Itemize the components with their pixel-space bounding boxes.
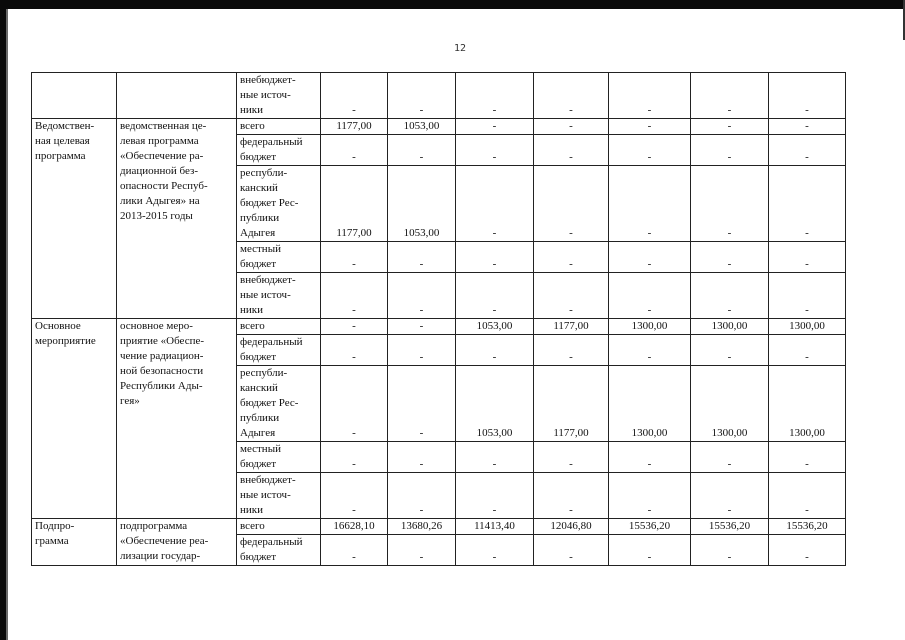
amount-cell: - bbox=[388, 535, 456, 566]
amount-cell: - bbox=[321, 535, 388, 566]
amount-cell: - bbox=[769, 473, 846, 519]
amount-cell: - bbox=[456, 119, 534, 135]
amount-cell: - bbox=[534, 273, 609, 319]
amount-cell: - bbox=[691, 135, 769, 166]
amount-cell: 15536,20 bbox=[609, 519, 691, 535]
amount-cell: - bbox=[388, 473, 456, 519]
scan-border-left-inner bbox=[6, 9, 8, 640]
amount-cell: - bbox=[534, 166, 609, 242]
amount-cell: 1177,00 bbox=[321, 119, 388, 135]
funding-source-cell: внебюджет- ные источ- ники bbox=[237, 473, 321, 519]
group-name-cell: ведомственная це- левая программа «Обеспечение ра- диационной без- опасности Респуб- лики Адыгея» на 2013-2015 годы bbox=[117, 119, 237, 319]
amount-cell: - bbox=[321, 335, 388, 366]
funding-source-cell: всего bbox=[237, 319, 321, 335]
amount-cell: 1300,00 bbox=[769, 319, 846, 335]
amount-cell: - bbox=[321, 319, 388, 335]
funding-source-cell: федеральный бюджет bbox=[237, 335, 321, 366]
amount-cell: 1300,00 bbox=[691, 319, 769, 335]
amount-cell: - bbox=[609, 535, 691, 566]
amount-cell: 15536,20 bbox=[769, 519, 846, 535]
amount-cell: - bbox=[769, 166, 846, 242]
amount-cell: - bbox=[456, 473, 534, 519]
amount-cell: - bbox=[609, 335, 691, 366]
funding-source-cell: внебюджет- ные источ- ники bbox=[237, 273, 321, 319]
amount-cell: - bbox=[534, 135, 609, 166]
amount-cell: - bbox=[691, 273, 769, 319]
amount-cell: 1300,00 bbox=[609, 366, 691, 442]
funding-source-cell: федеральный бюджет bbox=[237, 535, 321, 566]
amount-cell: 1177,00 bbox=[534, 319, 609, 335]
amount-cell: - bbox=[456, 535, 534, 566]
amount-cell: - bbox=[691, 442, 769, 473]
amount-cell: - bbox=[769, 242, 846, 273]
amount-cell: - bbox=[388, 442, 456, 473]
group-type-cell bbox=[32, 73, 117, 119]
amount-cell: - bbox=[691, 166, 769, 242]
table-row bbox=[32, 319, 846, 335]
funding-source-cell: федеральный бюджет bbox=[237, 135, 321, 166]
amount-cell: - bbox=[321, 273, 388, 319]
amount-cell: 16628,10 bbox=[321, 519, 388, 535]
group-name-cell: основное меро- приятие «Обеспе- чение радиацион- ной безопасности Республики Ады- гея» bbox=[117, 319, 237, 519]
amount-cell: - bbox=[456, 242, 534, 273]
table-row bbox=[32, 73, 846, 119]
amount-cell: 1300,00 bbox=[691, 366, 769, 442]
amount-cell: - bbox=[321, 135, 388, 166]
amount-cell: 1053,00 bbox=[456, 366, 534, 442]
amount-cell: - bbox=[388, 319, 456, 335]
amount-cell: - bbox=[769, 442, 846, 473]
budget-table bbox=[31, 72, 846, 566]
amount-cell: - bbox=[321, 73, 388, 119]
amount-cell: - bbox=[769, 535, 846, 566]
amount-cell: - bbox=[388, 335, 456, 366]
amount-cell: - bbox=[769, 335, 846, 366]
amount-cell: - bbox=[388, 242, 456, 273]
amount-cell: - bbox=[388, 366, 456, 442]
amount-cell: - bbox=[388, 273, 456, 319]
amount-cell: - bbox=[456, 335, 534, 366]
table-row bbox=[32, 119, 846, 135]
amount-cell: 1053,00 bbox=[456, 319, 534, 335]
amount-cell: - bbox=[321, 366, 388, 442]
scan-border-top bbox=[0, 0, 905, 9]
funding-source-cell: республи- канский бюджет Рес- публики Адыгея bbox=[237, 166, 321, 242]
amount-cell: 1177,00 bbox=[321, 166, 388, 242]
amount-cell: 1300,00 bbox=[769, 366, 846, 442]
amount-cell: 1300,00 bbox=[609, 319, 691, 335]
funding-source-cell: внебюджет- ные источ- ники bbox=[237, 73, 321, 119]
funding-source-cell: всего bbox=[237, 519, 321, 535]
amount-cell: - bbox=[609, 73, 691, 119]
amount-cell: - bbox=[609, 273, 691, 319]
amount-cell: - bbox=[321, 442, 388, 473]
funding-source-cell: местный бюджет bbox=[237, 442, 321, 473]
amount-cell: - bbox=[456, 273, 534, 319]
group-type-cell: Основное мероприятие bbox=[32, 319, 117, 519]
amount-cell: - bbox=[534, 335, 609, 366]
amount-cell: 1177,00 bbox=[534, 366, 609, 442]
amount-cell: - bbox=[534, 119, 609, 135]
funding-source-cell: всего bbox=[237, 119, 321, 135]
group-type-cell: Ведомствен- ная целевая программа bbox=[32, 119, 117, 319]
amount-cell: - bbox=[388, 73, 456, 119]
amount-cell: - bbox=[609, 473, 691, 519]
amount-cell: - bbox=[609, 242, 691, 273]
amount-cell: 1053,00 bbox=[388, 119, 456, 135]
amount-cell: 11413,40 bbox=[456, 519, 534, 535]
amount-cell: - bbox=[691, 535, 769, 566]
group-type-cell: Подпро- грамма bbox=[32, 519, 117, 566]
funding-source-cell: республи- канский бюджет Рес- публики Адыгея bbox=[237, 366, 321, 442]
amount-cell: - bbox=[609, 166, 691, 242]
amount-cell: - bbox=[321, 242, 388, 273]
amount-cell: - bbox=[769, 119, 846, 135]
amount-cell: 1053,00 bbox=[388, 166, 456, 242]
group-name-cell: подпрограмма «Обеспечение реа- лизации государ- bbox=[117, 519, 237, 566]
amount-cell: - bbox=[769, 273, 846, 319]
table-row bbox=[32, 519, 846, 535]
amount-cell: - bbox=[534, 473, 609, 519]
amount-cell: 13680,26 bbox=[388, 519, 456, 535]
amount-cell: - bbox=[609, 442, 691, 473]
amount-cell: - bbox=[691, 335, 769, 366]
amount-cell: - bbox=[456, 442, 534, 473]
amount-cell: 15536,20 bbox=[691, 519, 769, 535]
amount-cell: - bbox=[534, 442, 609, 473]
amount-cell: - bbox=[691, 242, 769, 273]
amount-cell: - bbox=[456, 166, 534, 242]
amount-cell: - bbox=[534, 242, 609, 273]
amount-cell: - bbox=[691, 119, 769, 135]
group-name-cell bbox=[117, 73, 237, 119]
amount-cell: - bbox=[456, 135, 534, 166]
amount-cell: - bbox=[609, 119, 691, 135]
amount-cell: 12046,80 bbox=[534, 519, 609, 535]
amount-cell: - bbox=[321, 473, 388, 519]
amount-cell: - bbox=[691, 473, 769, 519]
page-number: 12 bbox=[453, 43, 467, 54]
amount-cell: - bbox=[388, 135, 456, 166]
amount-cell: - bbox=[534, 535, 609, 566]
amount-cell: - bbox=[691, 73, 769, 119]
amount-cell: - bbox=[769, 73, 846, 119]
funding-source-cell: местный бюджет bbox=[237, 242, 321, 273]
amount-cell: - bbox=[534, 73, 609, 119]
amount-cell: - bbox=[769, 135, 846, 166]
amount-cell: - bbox=[456, 73, 534, 119]
amount-cell: - bbox=[609, 135, 691, 166]
